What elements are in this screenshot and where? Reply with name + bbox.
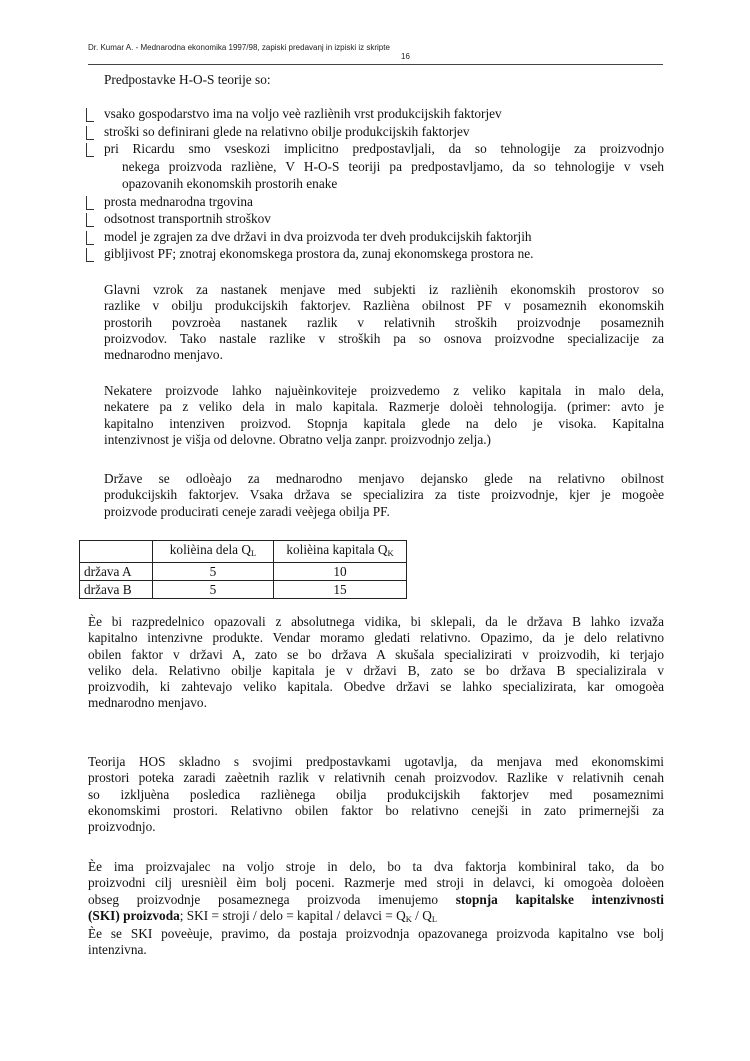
- paragraph-table-interpretation: [88, 614, 664, 712]
- paragraph-technology: [104, 383, 664, 448]
- text-line: proizvodni cilj uresnièil èim bolj poceni. Razmerje med stroji in delavci, ki omogoèa doloèen: [88, 875, 664, 891]
- assumption-item: [86, 210, 664, 228]
- text-line: odsotnost transportnih stroškov: [104, 211, 271, 226]
- assumption-item: [86, 105, 664, 123]
- text-line: Èe bi razpredelnico opazovali z absolutnega vidika, bi sklepali, da le država B lahko izvaža: [88, 614, 664, 629]
- text-line: opazovanih ekonomskih prostorih enake: [122, 176, 338, 191]
- assumption-item: [86, 140, 664, 193]
- bullet-icon: [86, 126, 94, 140]
- table-row: [80, 581, 407, 599]
- text-line: Èe ima proizvajalec na voljo stroje in delo, bo ta dva faktorja kombiniral tako, da bo: [88, 859, 664, 874]
- paragraph-hos-theory: [88, 754, 664, 835]
- text-line: vsako gospodarstvo ima na voljo veè razliènih vrst produkcijskih faktorjev: [104, 106, 502, 121]
- text-line: Nekatere proizvode lahko najuèinkoviteje proizvedemo z veliko kapitala in malo dela,: [104, 383, 664, 398]
- table-row: [80, 563, 407, 581]
- text-line: obilen faktor v državi A, zato se bo država A skušala specializirati v proizvodih, ki terjajo: [88, 646, 664, 662]
- text-line: Glavni vzrok za nastanek menjave med subjekti iz razliènih ekonomskih prostorov so: [104, 282, 664, 297]
- text-line: razlike v obilju produkcijskih faktorjev. Razlièna obilnost PF v posameznih ekonomskih: [104, 298, 664, 314]
- assumption-item: [86, 123, 664, 141]
- text-line: proizvodov. Tako nastale razlike v stroških pa so osnova proizvodne specializacije za: [104, 330, 664, 346]
- assumption-text: [104, 140, 664, 193]
- text-line: kapitalno intenziven proizvod. Stopnja kapitala glede na delo je visoka. Kapitalna: [104, 415, 664, 431]
- text-line: gibljivost PF; znotraj ekonomskega prostora da, zunaj ekonomskega prostora ne.: [104, 246, 534, 261]
- text-line: model je zgrajen za dve državi in dva proizvoda ter dveh produkcijskih faktorjih: [104, 228, 532, 244]
- assumptions-heading: [104, 72, 664, 88]
- text-line: veliko dela. Relativno obilje kapitala je v državi B, zato se bo država B specializirala v: [88, 662, 664, 678]
- assumption-text: [104, 211, 271, 226]
- labor-value: 5: [153, 563, 274, 581]
- text-line: proizvodih, ki zahtevajo veliko kapitala. Obedve državi se lahko specializirata, kar omogoèa: [88, 679, 664, 695]
- capital-value: 10: [274, 563, 407, 581]
- assumptions-list: [86, 105, 664, 263]
- country-label: država B: [80, 581, 153, 599]
- ski-term-cont: (SKI) proizvoda: [88, 907, 180, 923]
- text-line: ekonomskimi prostori. Relativno obilen faktor bo relativno cenejši in zato primernejši za: [88, 802, 664, 818]
- text-line: proizvode producirati ceneje zaradi veèjega obilja PF.: [104, 503, 390, 519]
- capital-column-header: kolièina kapitala $Q_K$: [274, 541, 407, 563]
- text-line: prostori poteka zaradi zaèetnih razlik v relativnih cenah proizvodov. Razlike v relativnih cenah: [88, 770, 664, 786]
- text-line: produkcijskih faktorjev. Vsaka država se specializira za tiste proizvodnje, kjer je mogoèe: [104, 487, 664, 503]
- bullet-icon: [86, 213, 94, 227]
- bullet-icon: [86, 143, 94, 157]
- paragraph-specialization: [104, 471, 664, 520]
- bullet-icon: [86, 196, 94, 210]
- text-line: obseg proizvodnje posameznega proizvoda imenujemo stopnja kapitalske intenzivnosti: [88, 891, 664, 907]
- factor-endowment-table: [79, 540, 407, 599]
- bullet-icon: [86, 108, 94, 122]
- paragraph-ski-increase: [88, 926, 664, 959]
- country-label: država A: [80, 563, 153, 581]
- text-line: pri Ricardu smo vseskozi implicitno predpostavljali, da so tehnologije za proizvodnjo: [104, 141, 664, 156]
- assumption-text: [104, 229, 532, 244]
- labor-value: 5: [153, 581, 274, 599]
- capital-value: 15: [274, 581, 407, 599]
- labor-column-header: kolièina dela $Q_L$: [153, 541, 274, 563]
- assumption-item: [86, 245, 664, 263]
- ski-term: stopnja kapitalske intenzivnosti: [455, 891, 664, 907]
- paragraph-ski-definition: [88, 859, 664, 927]
- text-line: Èe se SKI poveèuje, pravimo, da postaja proizvodnja opazovanega proizvoda kapitalno vse bolj: [88, 926, 664, 941]
- assumption-item: [86, 228, 664, 246]
- assumption-item: [86, 193, 664, 211]
- text-line: stroški so definirani glede na relativno obilje produkcijskih faktorjev: [104, 123, 470, 139]
- paragraph-main-cause: [104, 282, 664, 363]
- bullet-icon: [86, 248, 94, 262]
- running-title: Dr. Kumar A. - Mednarodna ekonomika 1997/98, zapiski predavanj in izpiski iz skripte: [88, 43, 390, 52]
- assumption-text: [104, 194, 253, 209]
- assumption-text: [104, 106, 502, 121]
- bullet-icon: [86, 231, 94, 245]
- text-line: intenzivna.: [88, 942, 147, 958]
- text-line: intenzivnost je višja od delovne. Obratno velja zanpr. proizvodnjo zelja.): [104, 431, 491, 447]
- text-line: so izkljuèna posledica razliènega obilja produkcijskih faktorjev med posameznimi: [88, 786, 664, 802]
- text-line: mednarodno menjavo.: [88, 695, 207, 711]
- text-line: kapitalno intenzivne produkte. Vendar moramo gledati relativno. Opazimo, da je delo relativno: [88, 630, 664, 646]
- text-line: nekatere pa z veliko dela in malo kapitala. Razmerje doloèi tehnologija. (primer: avto je: [104, 399, 664, 415]
- text-line: mednarodno menjavo.: [104, 347, 223, 363]
- assumption-text: [104, 246, 533, 261]
- text-line: proizvodnjo.: [88, 819, 156, 835]
- text-line: Države se odloèajo za mednarodno menjavo dejansko glede na relativno obilnost: [104, 471, 664, 486]
- text-line: prosta mednarodna trgovina: [104, 193, 253, 209]
- header-rule: [88, 64, 663, 65]
- text-line: (SKI) proizvoda; SKI = stroji / delo = kapital / delavci = $Q_K / Q_L$: [88, 907, 438, 924]
- assumptions-heading-text: Predpostavke H-O-S teorije so:: [104, 72, 271, 87]
- table-header-row: [80, 541, 407, 563]
- assumption-text: [104, 124, 470, 139]
- page-number: 16: [401, 52, 410, 61]
- running-header: [88, 43, 663, 61]
- text-line: nekega proizvoda razliène, V H-O-S teoriji pa predpostavljamo, da so tehnologije v vseh: [122, 158, 664, 174]
- table-corner-cell: [80, 541, 153, 563]
- text-line: prostorih povzroèa nastanek razlik v relativnih stroških proizvodnje posameznih: [104, 314, 664, 330]
- text-line: Teorija HOS skladno s svojimi predpostavkami ugotavlja, da menjava med ekonomskimi: [88, 754, 664, 769]
